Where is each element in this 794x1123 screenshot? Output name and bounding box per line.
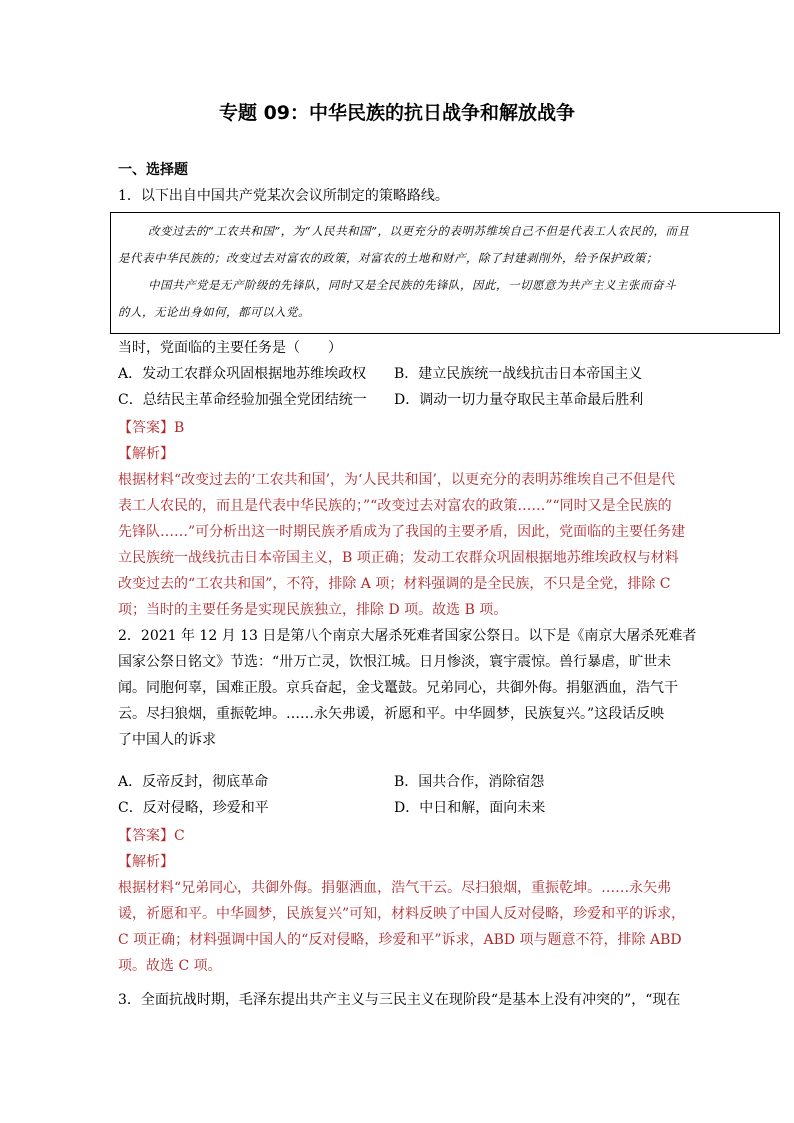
q1-option-d: D．调动一切力量夺取民主革命最后胜利 [394,392,644,408]
q2-option-c: C．反对侵略，珍爱和平 [118,800,269,816]
q1-option-a: A．发动工农群众巩固根据地苏维埃政权 [118,366,367,382]
q1-analysis-line: 项；当时的主要任务是实现民族独立，排除 D 项。故选 B 项。 [118,602,508,618]
q1-analysis-line: 立民族统一战线抗击日本帝国主义，B 项正确；发动工农群众巩固根据地苏维埃政权与材料 [118,550,679,566]
q3-stem: 3．全面抗战时期，毛泽东提出共产主义与三民主义在现阶段“是基本上没有冲突的”，“现在 [118,992,681,1008]
q2-analysis-line: 谖，祈愿和平。中华圆梦，民族复兴”可知，材料反映了中国人反对侵略，珍爱和平的诉求， [118,906,686,922]
q1-stem: 1．以下出自中国共产党某次会议所制定的策略路线。 [118,188,449,204]
q2-stem-line: 闻。同胞何辜，国难正殷。京兵奋起，金戈鼍鼓。兄弟同心，共御外侮。捐躯洒血，浩气干 [118,680,678,696]
q2-answer: 【答案】C [118,828,185,844]
q1-option-c: C．总结民主革命经验加强全党团结统一 [118,392,367,408]
q2-analysis-line: C 项正确；材料强调中国人的“反对侵略，珍爱和平”诉求，ABD 项与题意不符，排除 ABD [118,932,682,948]
q2-stem-line: 2．2021 年 12 月 13 日是第八个南京大屠杀死难者国家公祭日。以下是《南京大屠杀死难者 [118,628,697,644]
q1-analysis-line: 根据材料“改变过去的‘工农共和国’，为‘人民共和国’，以更充分的表明苏维埃自己不但是代 [118,472,675,488]
q2-analysis-line: 根据材料“兄弟同心，共御外侮。捐躯洒血，浩气干云。尽扫狼烟，重振乾坤。……永矢弗 [118,880,672,896]
q2-stem-line: 国家公祭日铭文》节选：“卅万亡灵，饮恨江城。日月惨淡，寰宇震惊。兽行暴虐，旷世未 [118,654,672,670]
q1-answer: 【答案】B [118,420,185,436]
section-heading: 一、选择题 [118,162,188,178]
q1-option-b: B．建立民族统一战线抗击日本帝国主义 [394,366,643,382]
q1-material-line: 是代表中华民族的；改变过去对富农的政策，对富农的土地和财产，除了封建剥削外，给予保护政策； [118,251,658,265]
q2-option-b: B．国共合作，消除宿怨 [394,774,545,790]
q2-analysis-label: 【解析】 [118,854,174,870]
q2-stem-line: 了中国人的诉求 [118,732,216,748]
q2-stem-line: 云。尽扫狼烟，重振乾坤。……永矢弗谖，祈愿和平。中华圆梦，民族复兴。”这段话反映 [118,706,665,722]
q2-analysis-line: 项。故选 C 项。 [118,958,222,974]
q2-option-d: D．中日和解，面向未来 [394,800,546,816]
q1-material-line: 中国共产党是无产阶级的先锋队，同时又是全民族的先锋队，因此，一切愿意为共产主义主张而奋斗 [148,278,676,292]
q1-analysis-line: 改变过去的“工农共和国”，不符，排除 A 项；材料强调的是全民族，不只是全党，排除 C [118,576,671,592]
q2-option-a: A．反帝反封，彻底革命 [118,774,269,790]
q1-analysis-line: 表工人农民的，而且是代表中华民族的；”“改变过去对富农的政策……”“同时又是全民族的 [118,498,672,514]
q1-material-line: 改变过去的“工农共和国”，为“人民共和国”，以更充分的表明苏维埃自己不但是代表工人农民的，而且 [148,224,690,238]
q1-analysis-line: 先锋队……”可分析出这一时期民族矛盾成为了我国的主要矛盾，因此，党面临的主要任务建 [118,524,686,540]
q1-material-line: 的人，无论出身如何，都可以入党。 [118,305,310,319]
q1-question: 当时，党面临的主要任务是（ ） [118,340,342,356]
page-title: 专题 09：中华民族的抗日战争和解放战争 [218,102,576,124]
q1-analysis-label: 【解析】 [118,446,174,462]
